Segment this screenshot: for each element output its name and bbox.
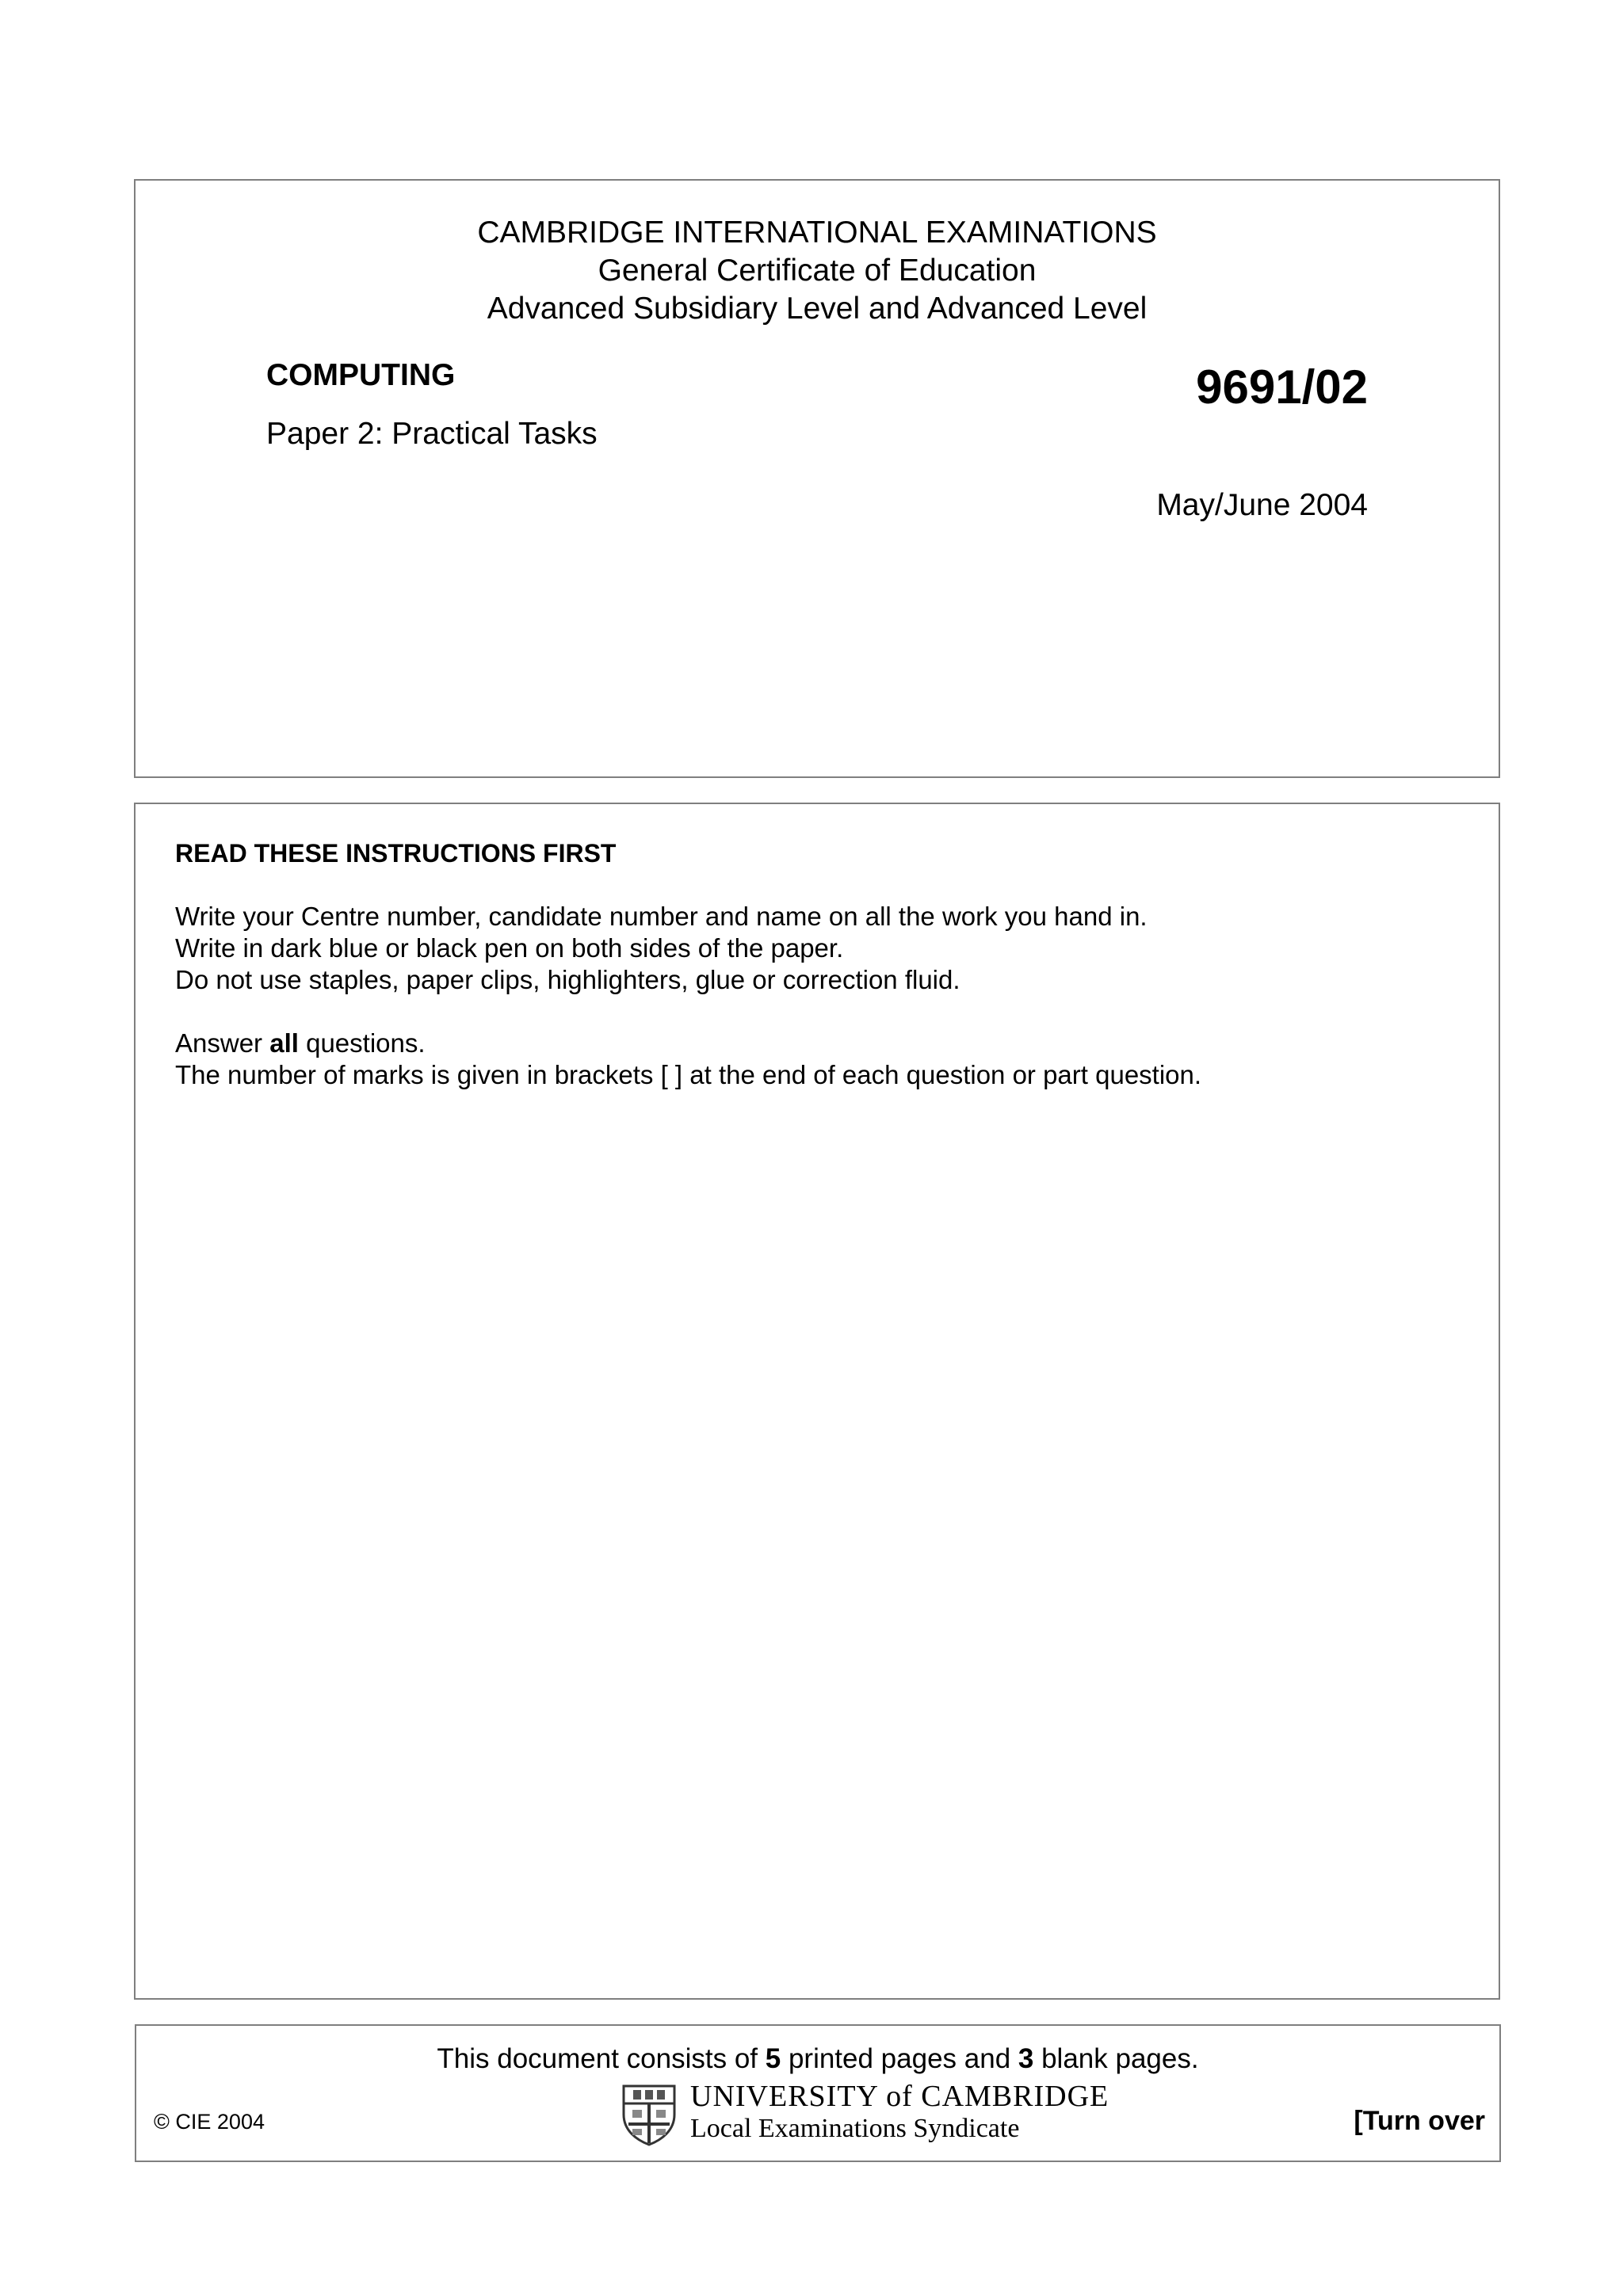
cover-header-box	[134, 179, 1500, 778]
instructions-box	[134, 803, 1500, 2000]
page-count-text: blank pages.	[1033, 2043, 1199, 2074]
blank-pages-count: 3	[1018, 2043, 1034, 2074]
page-count-statement	[136, 2042, 1499, 2077]
subject: COMPUTING	[266, 358, 456, 392]
instruction-line-answer	[175, 1028, 426, 1059]
cover-footer-box	[135, 2024, 1501, 2162]
turn-over-label: [Turn over	[1354, 2106, 1485, 2136]
instruction-text: Answer	[175, 1028, 270, 1058]
page-count-text: This document consists of	[437, 2043, 766, 2074]
qualification: General Certificate of Education	[598, 254, 1037, 288]
paper-code: 9691/02	[1196, 360, 1368, 414]
instruction-line: Write in dark blue or black pen on both sides of the paper.	[175, 933, 844, 963]
logo-syndicate-name: Local Examinations Syndicate	[690, 2114, 1020, 2143]
qualification-level: Advanced Subsidiary Level and Advanced Level	[487, 292, 1148, 326]
printed-pages-count: 5	[765, 2043, 781, 2074]
logo-university-name: UNIVERSITY of CAMBRIDGE	[690, 2080, 1109, 2113]
cambridge-logo	[621, 2080, 1109, 2148]
instruction-line: Do not use staples, paper clips, highlighters, glue or correction fluid.	[175, 965, 960, 994]
paper-title: Paper 2: Practical Tasks	[266, 417, 598, 451]
cambridge-crest-icon	[621, 2083, 678, 2146]
exam-board: CAMBRIDGE INTERNATIONAL EXAMINATIONS	[477, 215, 1157, 250]
instruction-line: Write your Centre number, candidate number and name on all the work you hand in.	[175, 902, 1148, 931]
instructions-heading: READ THESE INSTRUCTIONS FIRST	[175, 839, 617, 868]
instruction-emphasis: all	[269, 1028, 299, 1058]
instruction-line: The number of marks is given in brackets [ ] at the end of each question or part question.	[175, 1060, 1202, 1089]
page-count-text: printed pages and	[781, 2043, 1018, 2074]
instruction-text: questions.	[298, 1028, 426, 1058]
copyright-notice: © CIE 2004	[154, 2110, 265, 2134]
exam-session: May/June 2004	[1156, 488, 1368, 522]
